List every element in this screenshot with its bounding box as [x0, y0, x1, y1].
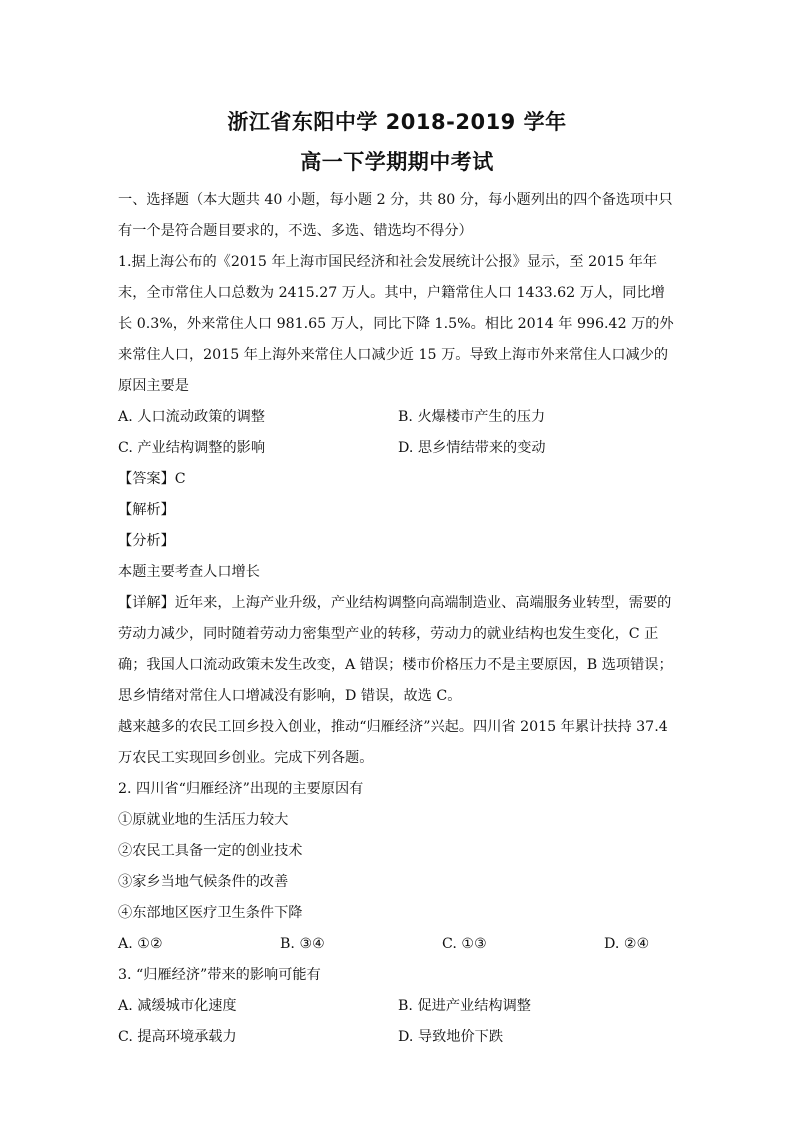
- exam-body: [118, 185, 678, 1053]
- question-2-stem: 2. 四川省“归雁经济”出现的主要原因有: [118, 781, 364, 797]
- question-1-options-row1: [118, 402, 678, 433]
- question-3-option-a: A. 减缓城市化速度: [118, 998, 237, 1014]
- question-1-fenxi-label: 【分析】: [118, 533, 175, 549]
- question-1-option-a: A. 人口流动政策的调整: [118, 409, 265, 425]
- question-1-fenxi-text: 本题主要考查人口增长: [118, 564, 260, 580]
- question-1-stem: 1.据上海公布的《2015 年上海市国民经济和社会发展统计公报》显示，至 2015 年年末，全市常住人口总数为 2415.27 万人。其中，户籍常住人口 1433.62 万人，同比增长 0.3%，外来常住人口 981.65 万人，同比下降 1.5%。相比 2014 年 996.42 万的外来常住人口，2015 年上海外来常住人口减少近 15 万。导致上海市外来常住人口减少的原因主要是: [118, 254, 674, 394]
- question-2-option-b: B. ③④: [280, 936, 325, 952]
- question-1-detail: 【详解】近年来，上海产业升级，产业结构调整向高端制造业、高端服务业转型，需要的劳动力减少，同时随着劳动力密集型产业的转移，劳动力的就业结构也发生变化，C 正确；我国人口流动政策未发生改变，A 错误；楼市价格压力不是主要原因，B 选项错误；思乡情绪对常住人口增减没有影响，D 错误，故选 C。: [118, 595, 673, 704]
- question-2-option-d: D. ②④: [604, 936, 650, 952]
- question-3-options-row2: [118, 1022, 678, 1053]
- question-2-item-2: ②农民工具备一定的创业技术: [118, 843, 303, 859]
- question-3-stem: 3. “归雁经济”带来的影响可能有: [118, 967, 321, 983]
- question-2-options: [118, 929, 678, 960]
- question-1-options-row2: [118, 433, 678, 464]
- question-3-options-row1: [118, 991, 678, 1022]
- section-header: 一、选择题（本大题共 40 小题，每小题 2 分，共 80 分，每小题列出的四个备选项中只有一个是符合题目要求的，不选、多选、错选均不得分）: [118, 192, 673, 239]
- question-2-item-3: ③家乡当地气候条件的改善: [118, 874, 289, 890]
- question-3-option-d: D. 导致地价下跌: [398, 1029, 504, 1045]
- question-2-option-a: A. ①②: [118, 936, 163, 952]
- question-3-option-b: B. 促进产业结构调整: [398, 998, 531, 1014]
- exam-title-line1: 浙江省东阳中学 2018-2019 学年: [227, 110, 567, 134]
- question-1-analysis-label: 【解析】: [118, 502, 175, 518]
- question-2-option-c: C. ①③: [442, 936, 487, 952]
- material-text: 越来越多的农民工回乡投入创业，推动“归雁经济”兴起。四川省 2015 年累计扶持 37.4 万农民工实现回乡创业。完成下列各题。: [118, 719, 668, 766]
- exam-title-line2: 高一下学期期中考试: [300, 150, 494, 174]
- question-1-option-d: D. 思乡情结带来的变动: [398, 440, 546, 456]
- question-3-option-c: C. 提高环境承载力: [118, 1029, 237, 1045]
- question-2-item-1: ①原就业地的生活压力较大: [118, 812, 289, 828]
- question-1-option-b: B. 火爆楼市产生的压力: [398, 409, 546, 425]
- question-1-answer: 【答案】C: [118, 471, 186, 487]
- question-2-item-4: ④东部地区医疗卫生条件下降: [118, 905, 303, 921]
- question-1-option-c: C. 产业结构调整的影响: [118, 440, 266, 456]
